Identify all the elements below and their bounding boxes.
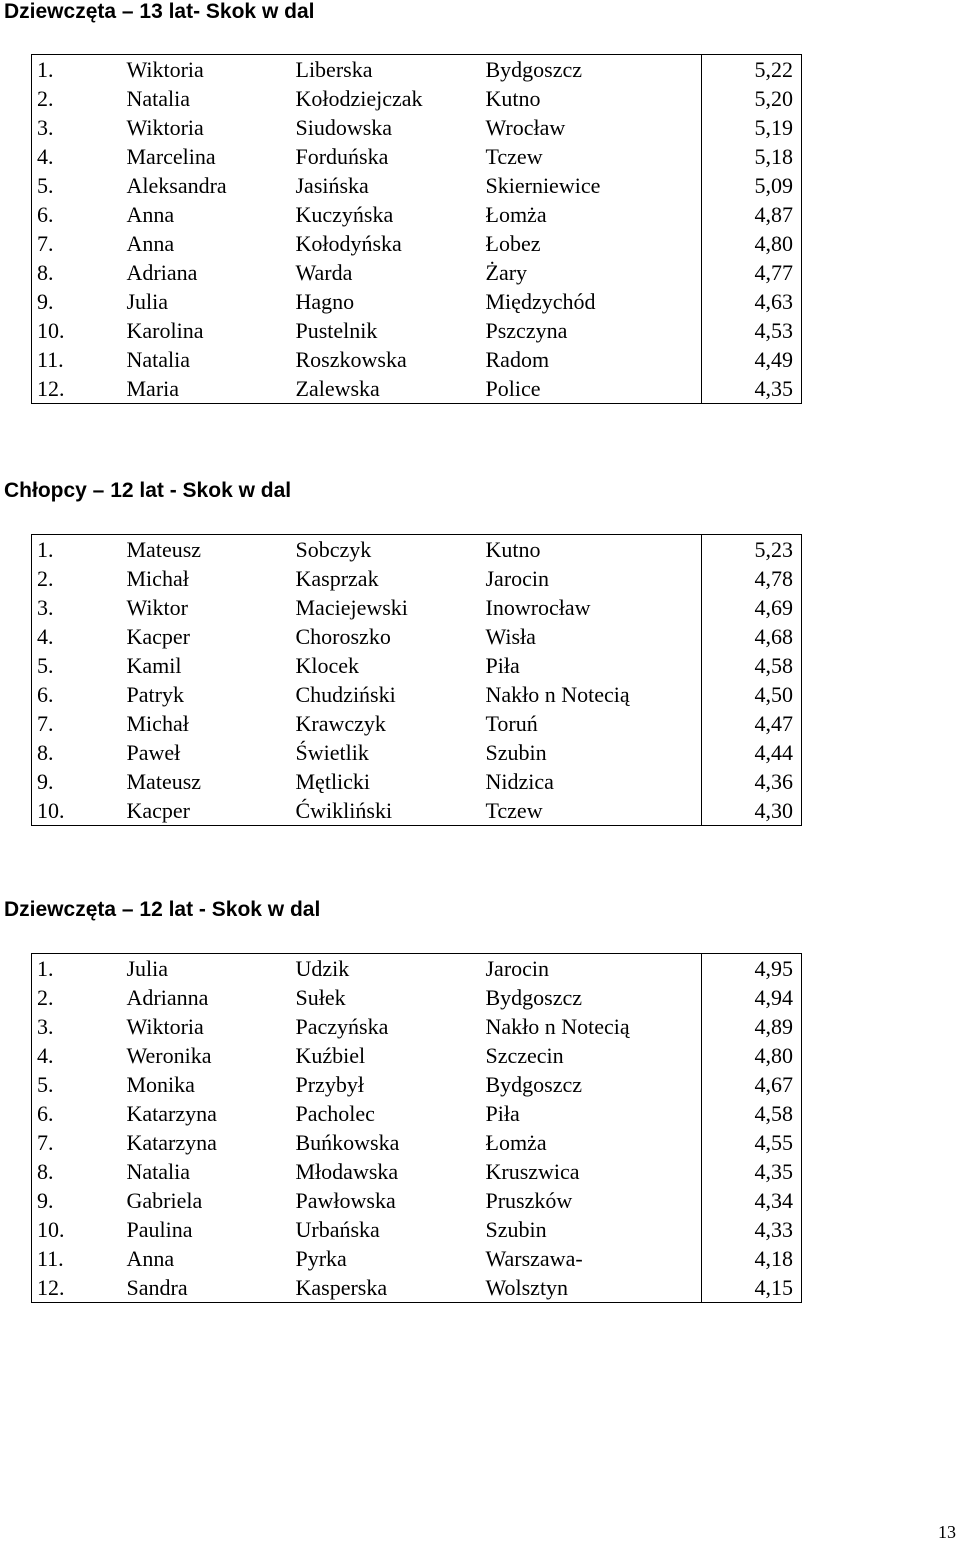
first-name-cell: Aleksandra [126,173,227,198]
table-row [32,345,802,374]
last-name-cell: Krawczyk [295,711,386,736]
section-title-boys-12: Chłopcy – 12 lat - Skok w dal [4,479,292,502]
place-cell: 10. [32,316,122,345]
result-cell: 5,09 [702,171,802,200]
result-cell: 4,69 [702,593,802,622]
table-row [32,564,802,593]
first-name-cell: Gabriela [126,1188,203,1213]
result-cell: 4,49 [702,345,802,374]
first-name-cell: Wiktoria [122,55,291,85]
city-cell: Wrocław [485,115,566,140]
last-name-cell: Paczyńska [295,1014,389,1039]
table-row [32,1070,802,1099]
table-row [32,287,802,316]
result-cell: 4,94 [702,983,802,1012]
last-name-cell: Zalewska [291,374,481,404]
place-cell: 2. [32,84,122,113]
last-name-cell: Udzik [291,954,481,984]
result-cell: 4,36 [702,767,802,796]
city-cell: Szubin [485,1217,547,1242]
last-name-cell: Chudziński [295,682,396,707]
place-cell: 12. [32,1273,122,1303]
last-name-cell: Pustelnik [295,318,378,343]
place-cell: 3. [32,1012,122,1041]
table-row [32,1099,802,1128]
result-cell: 4,53 [702,316,802,345]
last-name-cell: Kasperska [291,1273,481,1303]
first-name-cell: Anna [126,1246,175,1271]
result-cell: 4,33 [702,1215,802,1244]
first-name-cell: Kacper [126,624,191,649]
result-cell: 4,44 [702,738,802,767]
city-cell: Nakło n Notecią [485,1014,630,1039]
result-cell: 4,68 [702,622,802,651]
results-table-boys-12 [31,534,802,826]
last-name-cell: Urbańska [295,1217,380,1242]
city-cell: Kruszwica [485,1159,580,1184]
table-row [32,1012,802,1041]
city-cell: Żary [485,260,528,285]
city-cell: Łobez [485,231,541,256]
result-cell: 4,50 [702,680,802,709]
result-cell: 5,22 [702,55,802,85]
result-cell: 4,63 [702,287,802,316]
city-cell: Łomża [485,202,547,227]
first-name-cell: Patryk [126,682,184,707]
last-name-cell: Jasińska [295,173,369,198]
place-cell: 9. [32,287,122,316]
table-row [32,258,802,287]
table-row [32,374,802,404]
last-name-cell: Pawłowska [295,1188,396,1213]
place-cell: 1. [32,535,122,565]
last-name-cell: Hagno [295,289,355,314]
last-name-cell: Roszkowska [295,347,407,372]
city-cell: Inowrocław [485,595,591,620]
city-cell: Kutno [485,86,541,111]
city-cell: Skierniewice [485,173,601,198]
last-name-cell: Buńkowska [295,1130,400,1155]
result-cell: 5,23 [702,535,802,565]
city-cell: Nidzica [485,769,554,794]
place-cell: 9. [32,767,122,796]
city-cell: Piła [485,653,520,678]
last-name-cell: Kołodziejczak [295,86,423,111]
first-name-cell: Natalia [126,86,191,111]
first-name-cell: Michał [126,566,189,591]
result-cell: 4,55 [702,1128,802,1157]
city-cell: Pruszków [485,1188,573,1213]
table-row [32,1215,802,1244]
section-title-girls-12: Dziewczęta – 12 lat - Skok w dal [4,898,321,921]
first-name-cell: Adrianna [126,985,209,1010]
place-cell: 11. [32,345,122,374]
first-name-cell: Paulina [126,1217,193,1242]
section-title-girls-13: Dziewczęta – 13 lat- Skok w dal [4,0,315,23]
table-row [32,535,802,565]
result-cell: 4,58 [702,1099,802,1128]
city-cell: Jarocin [481,954,702,984]
last-name-cell: Kuźbiel [295,1043,366,1068]
city-cell: Warszawa- [485,1246,583,1271]
table-row [32,113,802,142]
place-cell: 5. [32,171,122,200]
first-name-cell: Katarzyna [126,1101,217,1126]
result-cell: 5,19 [702,113,802,142]
result-cell: 4,18 [702,1244,802,1273]
first-name-cell: Kacper [122,796,291,826]
table-row [32,954,802,984]
city-cell: Tczew [485,144,543,169]
last-name-cell: Przybył [295,1072,364,1097]
table-row [32,796,802,826]
first-name-cell: Natalia [126,1159,191,1184]
place-cell: 7. [32,1128,122,1157]
place-cell: 5. [32,1070,122,1099]
table-row [32,738,802,767]
place-cell: 8. [32,738,122,767]
table-row [32,1244,802,1273]
first-name-cell: Marcelina [126,144,216,169]
city-cell: Radom [485,347,550,372]
place-cell: 10. [32,796,122,826]
first-name-cell: Karolina [126,318,204,343]
city-cell: Wisła [485,624,536,649]
place-cell: 3. [32,113,122,142]
first-name-cell: Anna [126,202,175,227]
table-row [32,709,802,738]
place-cell: 2. [32,983,122,1012]
table-row [32,1186,802,1215]
first-name-cell: Weronika [126,1043,212,1068]
result-cell: 4,87 [702,200,802,229]
city-cell: Toruń [485,711,538,736]
table-row [32,767,802,796]
result-cell: 4,89 [702,1012,802,1041]
city-cell: Kutno [481,535,702,565]
last-name-cell: Świetlik [295,740,369,765]
last-name-cell: Siudowska [295,115,393,140]
result-cell: 5,20 [702,84,802,113]
last-name-cell: Pyrka [295,1246,347,1271]
first-name-cell: Adriana [126,260,198,285]
place-cell: 2. [32,564,122,593]
result-cell: 4,58 [702,651,802,680]
table-row [32,1041,802,1070]
city-cell: Tczew [481,796,702,826]
first-name-cell: Kamil [126,653,182,678]
place-cell: 10. [32,1215,122,1244]
table-row [32,680,802,709]
city-cell: Bydgoszcz [485,1072,583,1097]
first-name-cell: Wiktoria [126,1014,204,1039]
last-name-cell: Kołodyńska [295,231,402,256]
table-row [32,593,802,622]
result-cell: 4,77 [702,258,802,287]
table-row [32,1157,802,1186]
first-name-cell: Maria [122,374,291,404]
first-name-cell: Julia [122,954,291,984]
place-cell: 8. [32,258,122,287]
first-name-cell: Michał [126,711,189,736]
result-cell: 4,35 [702,1157,802,1186]
city-cell: Pszczyna [485,318,568,343]
place-cell: 4. [32,142,122,171]
last-name-cell: Mętlicki [295,769,371,794]
last-name-cell: Kasprzak [295,566,379,591]
table-row [32,55,802,85]
table-row [32,316,802,345]
result-cell: 5,18 [702,142,802,171]
first-name-cell: Wiktor [126,595,188,620]
city-cell: Wolsztyn [481,1273,702,1303]
city-cell: Szczecin [485,1043,564,1068]
place-cell: 6. [32,1099,122,1128]
place-cell: 8. [32,1157,122,1186]
result-cell: 4,78 [702,564,802,593]
place-cell: 1. [32,954,122,984]
city-cell: Bydgoszcz [481,55,702,85]
place-cell: 9. [32,1186,122,1215]
result-cell: 4,34 [702,1186,802,1215]
table-row [32,84,802,113]
last-name-cell: Choroszko [295,624,391,649]
table-row [32,171,802,200]
result-cell: 4,80 [702,1041,802,1070]
place-cell: 3. [32,593,122,622]
city-cell: Nakło n Notecią [485,682,630,707]
table-row [32,1273,802,1303]
first-name-cell: Julia [126,289,169,314]
result-cell: 4,95 [702,954,802,984]
last-name-cell: Pacholec [295,1101,375,1126]
results-table-girls-13 [31,54,802,404]
place-cell: 12. [32,374,122,404]
place-cell: 1. [32,55,122,85]
first-name-cell: Monika [126,1072,195,1097]
last-name-cell: Ćwikliński [291,796,481,826]
first-name-cell: Natalia [126,347,191,372]
place-cell: 7. [32,709,122,738]
result-cell: 4,67 [702,1070,802,1099]
place-cell: 5. [32,651,122,680]
city-cell: Piła [485,1101,520,1126]
place-cell: 11. [32,1244,122,1273]
first-name-cell: Mateusz [126,769,202,794]
place-cell: 4. [32,622,122,651]
place-cell: 6. [32,200,122,229]
first-name-cell: Sandra [122,1273,291,1303]
first-name-cell: Paweł [126,740,181,765]
last-name-cell: Forduńska [295,144,389,169]
first-name-cell: Anna [126,231,175,256]
result-cell: 4,35 [702,374,802,404]
city-cell: Police [481,374,702,404]
last-name-cell: Liberska [291,55,481,85]
table-row [32,1128,802,1157]
place-cell: 4. [32,1041,122,1070]
result-cell: 4,47 [702,709,802,738]
table-row [32,142,802,171]
table-row [32,983,802,1012]
last-name-cell: Kuczyńska [295,202,394,227]
last-name-cell: Sułek [295,985,346,1010]
table-row [32,200,802,229]
first-name-cell: Mateusz [122,535,291,565]
last-name-cell: Sobczyk [291,535,481,565]
result-cell: 4,15 [702,1273,802,1303]
table-row [32,651,802,680]
result-cell: 4,30 [702,796,802,826]
last-name-cell: Klocek [295,653,360,678]
city-cell: Łomża [485,1130,547,1155]
first-name-cell: Wiktoria [126,115,204,140]
results-table-girls-12 [31,953,802,1303]
last-name-cell: Warda [295,260,353,285]
result-cell: 4,80 [702,229,802,258]
place-cell: 7. [32,229,122,258]
first-name-cell: Katarzyna [126,1130,217,1155]
city-cell: Bydgoszcz [485,985,583,1010]
city-cell: Międzychód [485,289,596,314]
last-name-cell: Maciejewski [295,595,408,620]
city-cell: Jarocin [485,566,550,591]
place-cell: 6. [32,680,122,709]
page-number: 13 [938,1522,956,1542]
table-row [32,229,802,258]
city-cell: Szubin [485,740,547,765]
last-name-cell: Młodawska [295,1159,399,1184]
table-row [32,622,802,651]
